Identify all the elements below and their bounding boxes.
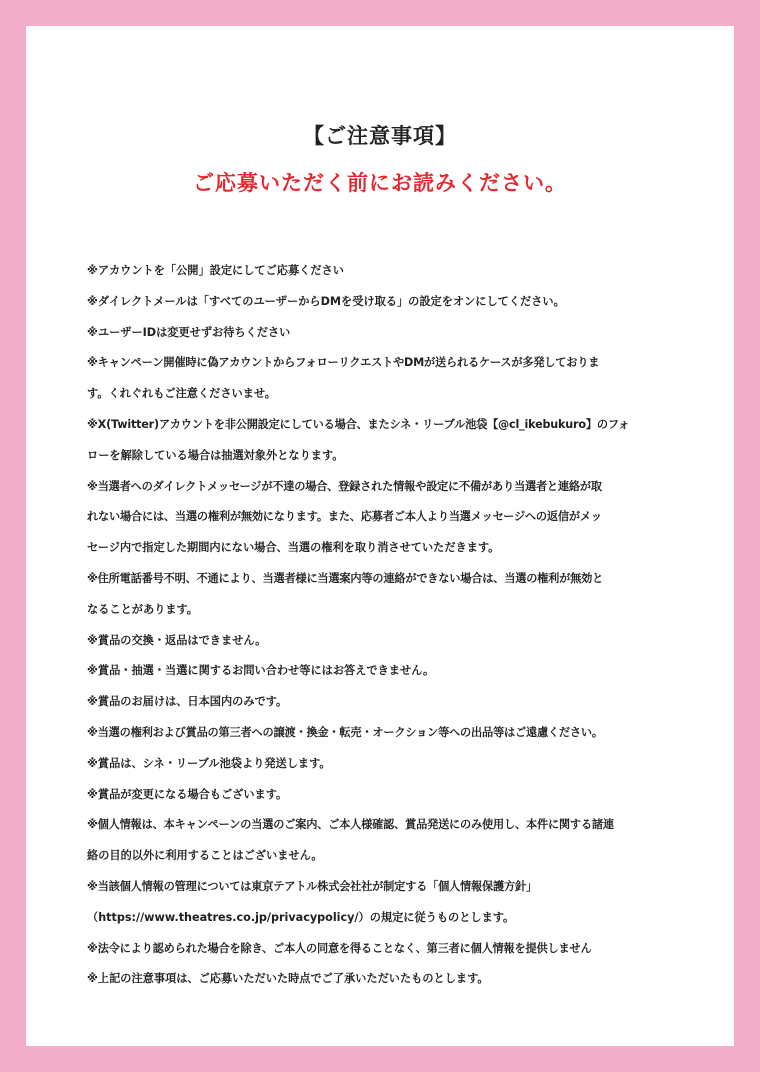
notice-line: れない場合には、当選の権利が無効になります。また、応募者ご本人より当選メッセージへの返信がメッ — [87, 510, 602, 524]
notice-line: （https://www.theatres.co.jp/privacypolicy/）の規定に従うものとします。 — [87, 910, 515, 924]
notice-sheet — [26, 26, 734, 1046]
notice-line: ※X(Twitter)アカウントを非公開設定にしている場合、またシネ・リーブル池袋【@cl_ikebukuro】のフォ — [87, 417, 630, 431]
notice-list — [87, 256, 682, 995]
notice-line: ※ユーザーIDは変更せずお待ちください — [87, 325, 291, 339]
notice-line: ※賞品・抽選・当選に関するお問い合わせ等にはお答えできません。 — [87, 664, 435, 678]
notice-line: セージ内で指定した期間内にない場合、当選の権利を取り消させていただきます。 — [87, 541, 500, 555]
notice-line: ※当該個人情報の管理については東京テアトル株式会社社が制定する「個人情報保護方針」 — [87, 879, 537, 893]
notice-line: ※賞品の交換・返品はできません。 — [87, 633, 267, 647]
notice-line: ※当選者へのダイレクトメッセージが不達の場合、登録された情報や設定に不備があり当選者と連絡が取 — [87, 479, 602, 493]
notice-line: ※アカウントを「公開」設定にしてご応募ください — [87, 264, 344, 277]
notice-line: ※キャンペーン開催時に偽アカウントからフォローリクエストやDMが送られるケースが多発しておりま — [87, 356, 600, 370]
notice-line: ※賞品が変更になる場合もございます。 — [87, 787, 288, 801]
notice-line: す。くれぐれもご注意くださいませ。 — [87, 387, 276, 401]
notice-line: ローを解除している場合は抽選対象外となります。 — [87, 448, 344, 462]
notice-line: ※賞品のお届けは、日本国内のみです。 — [87, 695, 288, 709]
notice-line: ※ダイレクトメールは「すべてのユーザーからDMを受け取る」の設定をオンにしてください。 — [87, 294, 565, 308]
notice-line: ※賞品は、シネ・リーブル池袋より発送します。 — [87, 756, 331, 770]
notice-line: ※当選の権利および賞品の第三者への譲渡・換金・転売・オークション等への出品等はご遠慮ください。 — [87, 725, 603, 739]
notice-line: ※個人情報は、本キャンペーンの当選のご案内、ご本人様確認、賞品発送にのみ使用し、本件に関する諸連 — [87, 818, 614, 832]
page-title: 【ご注意事項】 — [303, 124, 457, 148]
notice-line: ※上記の注意事項は、ご応募いただいた時点でご了承いただいたものとします。 — [87, 972, 489, 986]
notice-line: ※住所電話番号不明、不通により、当選者様に当選案内等の連絡ができない場合は、当選の権利が無効と — [87, 571, 604, 585]
notice-line: 絡の目的以外に利用することはございません。 — [87, 849, 323, 863]
notice-line: ※法令により認められた場合を除き、ご本人の同意を得ることなく、第三者に個人情報を提供しません — [87, 941, 592, 955]
notice-line: なることがあります。 — [87, 602, 198, 616]
read-before-applying-notice: ご応募いただく前にお読みください。 — [193, 171, 567, 195]
